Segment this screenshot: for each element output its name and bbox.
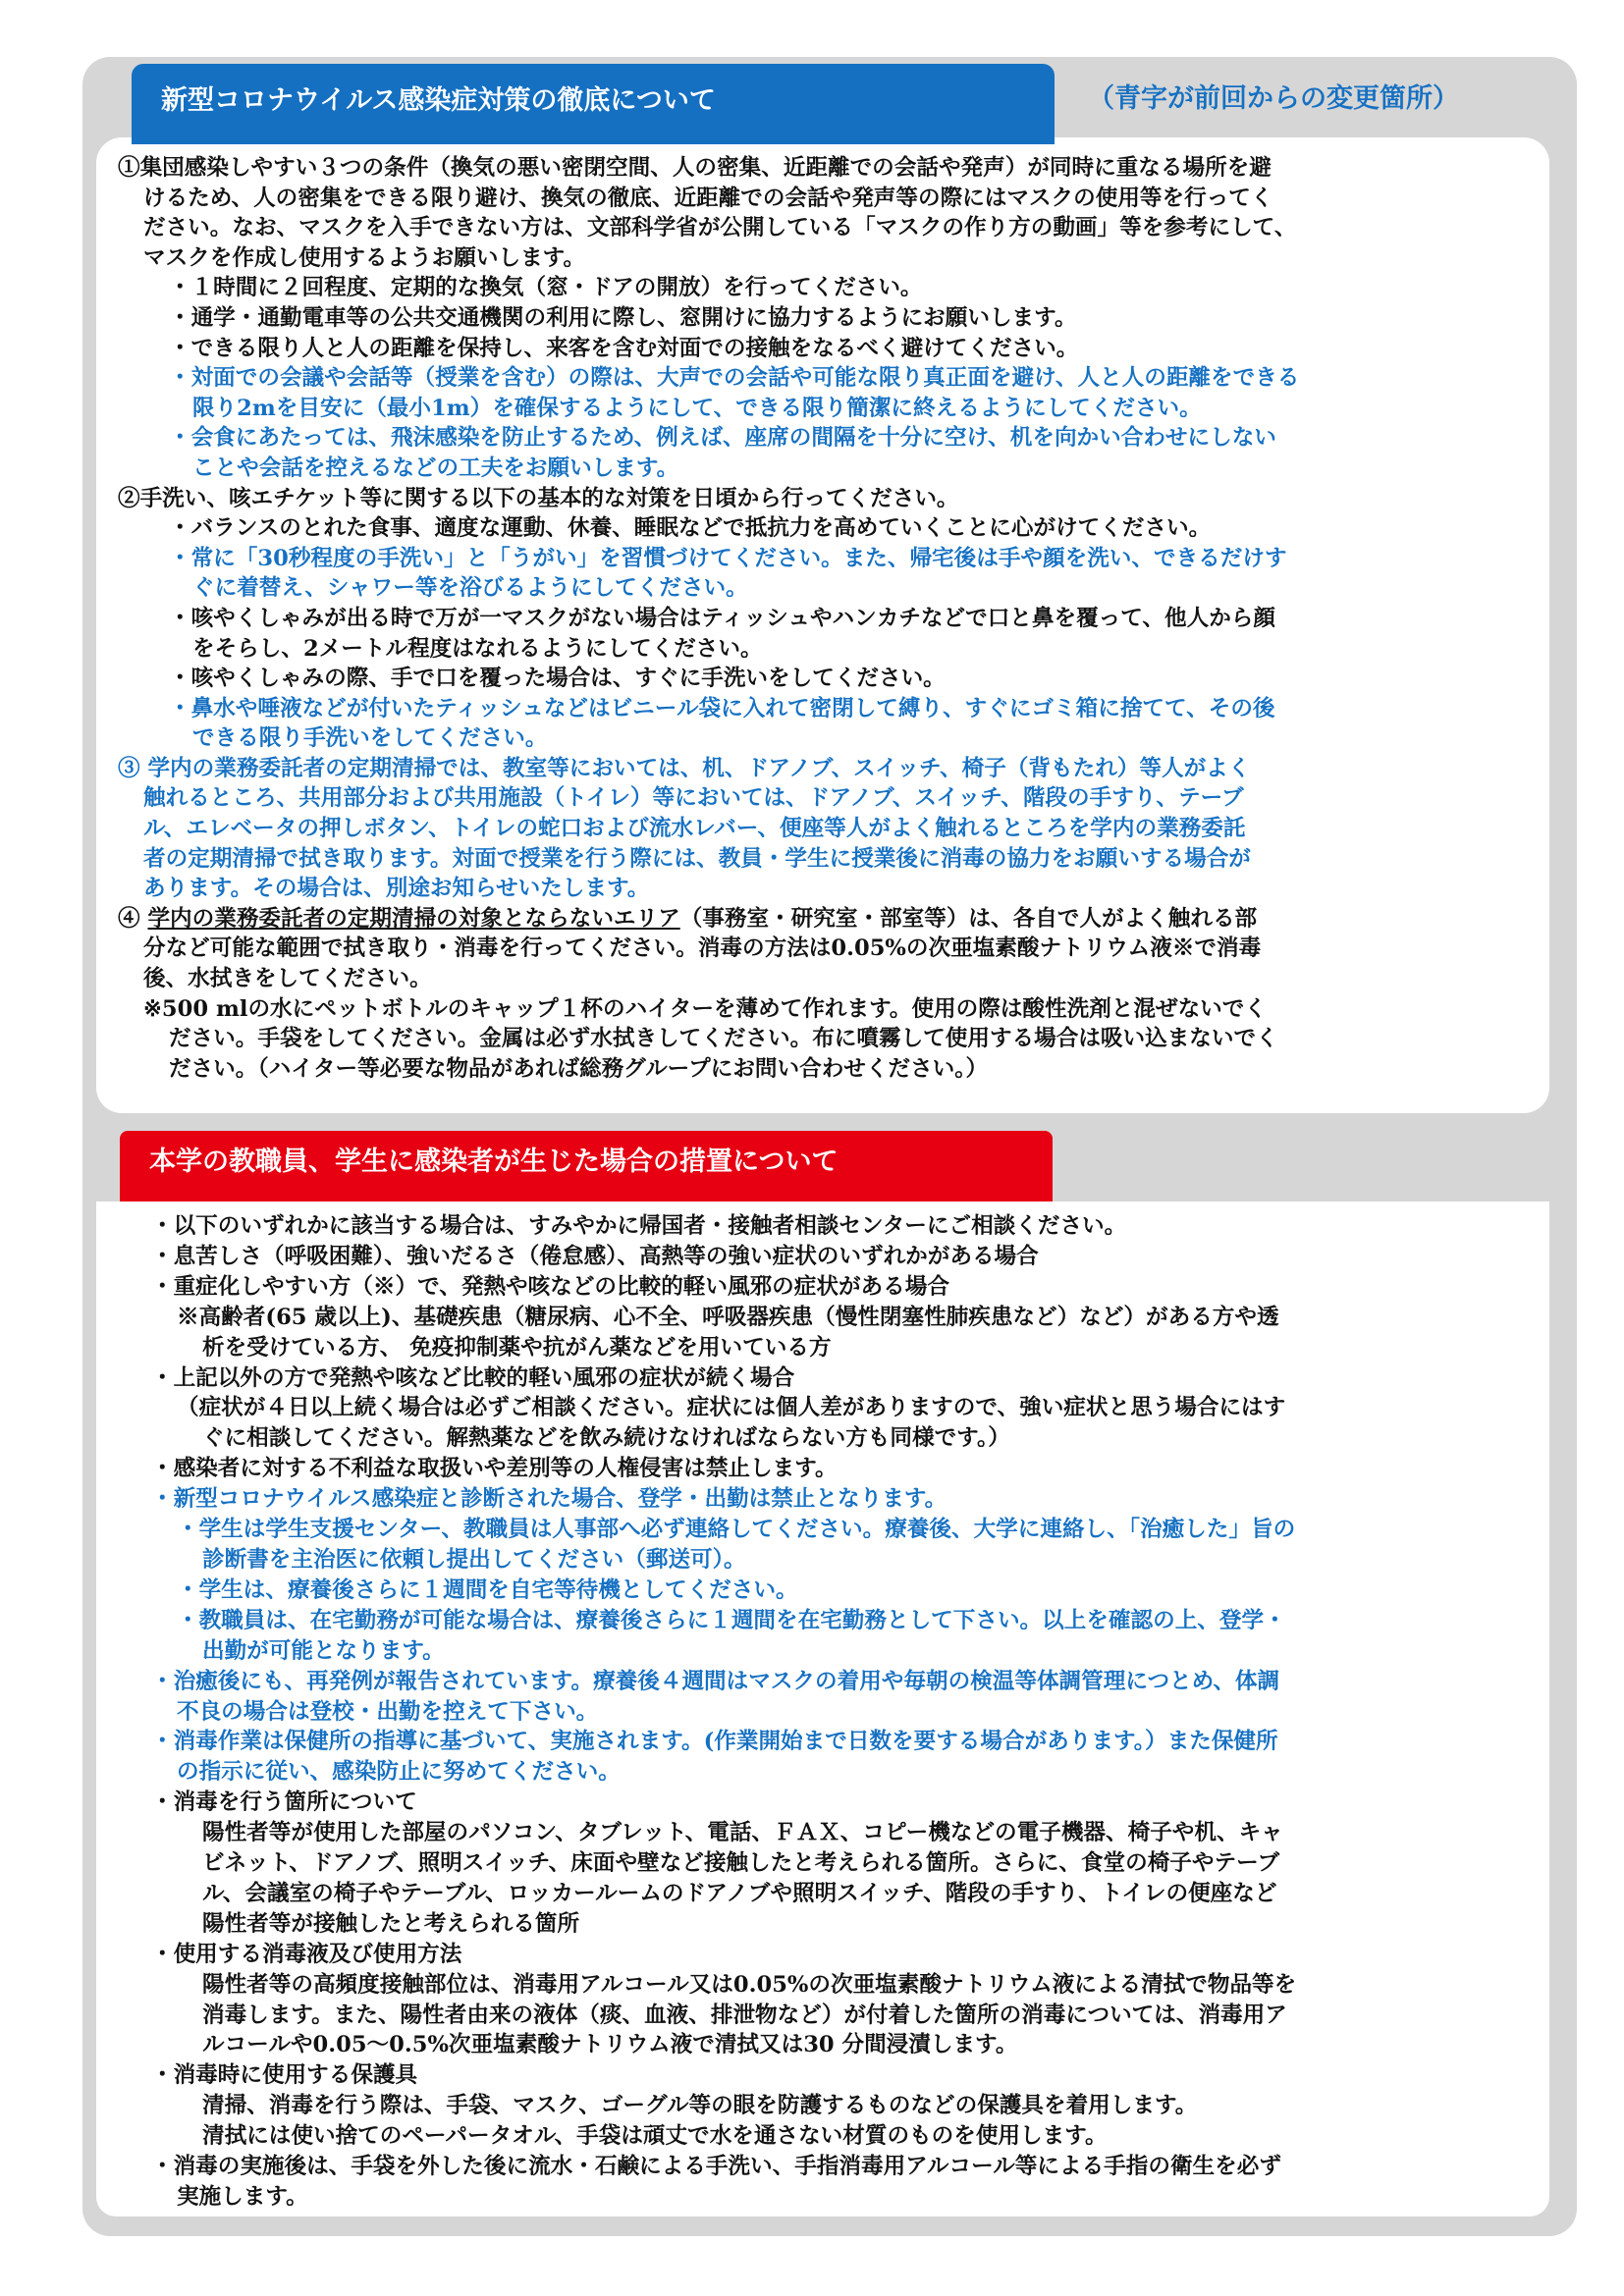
response-line: ・使用する消毒液及び使用方法: [151, 1941, 462, 1967]
measures-line: 後、水拭きをしてください。: [143, 966, 432, 992]
measures-line: ださい。（ハイター等必要な物品があれば総務グループにお問い合わせください。）: [169, 1055, 989, 1082]
measures-line: ・通学・通勤電車等の公共交通機関の利用に際し、窓開けに協力するようにお願いします。: [169, 304, 1077, 331]
measures-line: ・１時間に２回程度、定期的な換気（窓・ドアの開放）を行ってください。: [169, 275, 923, 301]
measures-line: をそらし、2メートル程度はなれるようにしてください。: [192, 635, 763, 662]
response-line: ぐに相談してください。解熱薬などを飲み続けなければならない方も同様です。）: [202, 1425, 1010, 1452]
measures-line: ぐに着替え、シャワー等を浴びるようにしてください。: [192, 575, 748, 602]
response-line: 陽性者等が接触したと考えられる箇所: [202, 1910, 580, 1937]
response-line: ルコールや0.05～0.5%次亜塩素酸ナトリウム液で清拭又は30 分間浸漬します。: [202, 2032, 1018, 2058]
measures-line: ①集団感染しやすい３つの条件（換気の悪い密閉空間、人の密集、近距離での会話や発声）が同時に重なる場所を避: [118, 155, 1272, 181]
measures-line: ④ 学内の業務委託者の定期清掃の対象とならないエリア（事務室・研究室・部室等）は、各自で人がよく触れる部: [118, 905, 1258, 932]
response-line: 清拭には使い捨てのペーパータオル、手袋は頑丈で水を通さない材質のものを使用します。: [202, 2123, 1108, 2150]
response-line: 消毒します。また、陽性者由来の液体（痰、血液、排泄物など）が付着した箇所の消毒については、消毒用ア: [202, 2002, 1287, 2028]
measures-line: ③ 学内の業務委託者の定期清掃では、教室等においては、机、ドアノブ、スイッチ、椅子（背もたれ）等人がよく: [118, 755, 1251, 781]
measures-line: ・バランスのとれた食事、適度な運動、休養、睡眠などで抵抗力を高めていくことに心がけてください。: [169, 515, 1212, 542]
covid-measures-card: [96, 137, 1549, 1113]
response-line: 不良の場合は登校・出勤を控えて下さい。: [177, 1698, 599, 1725]
response-line: ・感染者に対する不利益な取扱いや差別等の人権侵害は禁止します。: [151, 1456, 838, 1482]
response-line: ・消毒の実施後は、手袋を外した後に流水・石鹸による手洗い、手指消毒用アルコール等による手指の衛生を必ず: [151, 2154, 1281, 2180]
measures-line: ②手洗い、咳エチケット等に関する以下の基本的な対策を日頃から行ってください。: [118, 485, 959, 511]
measures-line: ことや会話を控えるなどの工夫をお願いします。: [192, 454, 679, 481]
response-line: 診断書を主治医に依頼し提出してください（郵送可）。: [202, 1546, 746, 1573]
response-line: 出勤が可能となります。: [202, 1637, 445, 1664]
measures-line: ・対面での会議や会話等（授業を含む）の際は、大声での会話や可能な限り真正面を避け、人と人の距離をできる: [169, 365, 1300, 392]
response-line: の指示に従い、感染防止に努めてください。: [177, 1759, 621, 1786]
response-line: 清掃、消毒を行う際は、手袋、マスク、ゴーグル等の眼を防護するものなどの保護具を着用します。: [202, 2093, 1198, 2119]
measures-line: あります。その場合は、別途お知らせいたします。: [143, 876, 650, 902]
measures-line: ・咳やくしゃみが出る時で万が一マスクがない場合はティッシュやハンカチなどで口と鼻を覆って、他人から顔: [169, 605, 1275, 631]
measures-line: ・咳やくしゃみの際、手で口を覆った場合は、すぐに手洗いをしてください。: [169, 666, 946, 692]
response-line: ・新型コロナウイルス感染症と診断された場合、登学・出勤は禁止となります。: [151, 1486, 947, 1513]
measures-line: できる限り手洗いをしてください。: [192, 725, 548, 752]
response-line: 陽性者等の高頻度接触部位は、消毒用アルコール又は0.05%の次亜塩素酸ナトリウム液による清拭で物品等を: [202, 1971, 1297, 1998]
response-line: ・消毒作業は保健所の指導に基づいて、実施されます。(作業開始まで日数を要する場合があります。）また保健所: [151, 1729, 1278, 1755]
response-line: ・消毒を行う箇所について: [151, 1789, 417, 1816]
response-line: 実施します。: [177, 2184, 308, 2210]
response-line: ※高齢者(65 歳以上)、基礎疾患（糖尿病、心不全、呼吸器疾患（慢性閉塞性肺疾患など）など）がある方や透: [177, 1304, 1279, 1330]
measures-line: 限り2mを目安に（最小1m）を確保するようにして、できる限り簡潔に終えるようにしてください。: [192, 395, 1202, 421]
response-line: ・治癒後にも、再発例が報告されています。療養後４週間はマスクの着用や毎朝の検温等体調管理につとめ、体調: [151, 1668, 1280, 1694]
measures-line: マスクを作成し使用するようお願いします。: [143, 244, 586, 271]
measures-line: ・できる限り人と人の距離を保持し、来客を含む対面での接触をなるべく避けてください。: [169, 335, 1079, 361]
response-line: 析を受けている方、 免疫抑制薬や抗がん薬などを用いている方: [202, 1334, 832, 1361]
measures-line: 触れるところ、共用部分および共用施設（トイレ）等においては、ドアノブ、スイッチ、階段の手すり、テーブ: [143, 785, 1244, 812]
measures-line: ださい。手袋をしてください。金属は必ず水拭きしてください。布に噴霧して使用する場合は吸い込まないでく: [169, 1026, 1278, 1052]
response-line: ・上記以外の方で発熱や咳など比較的軽い風邪の症状が続く場合: [151, 1364, 795, 1391]
response-line: ・以下のいずれかに該当する場合は、すみやかに帰国者・接触者相談センターにご相談ください。: [151, 1213, 1127, 1239]
measures-line: 者の定期清掃で拭き取ります。対面で授業を行う際には、教員・学生に授業後に消毒の協力をお願いする場合が: [143, 845, 1251, 872]
response-line: ・教職員は、在宅勤務が可能な場合は、療養後さらに１週間を在宅勤務として下さい。以上を確認の上、登学・: [177, 1607, 1286, 1633]
measures-line: ださい。なお、マスクを入手できない方は、文部科学省が公開している「マスクの作り方の動画」等を参考にして、: [143, 215, 1297, 241]
response-line: ・息苦しさ（呼吸困難）、強いだるさ（倦怠感）、高熱等の強い症状のいずれかがある場合: [151, 1243, 1039, 1269]
measures-line: ※500 mlの水にペットボトルのキャップ１杯のハイターを薄めて作れます。使用の際は酸性洗剤と混ぜないでく: [143, 995, 1267, 1022]
change-note: （青字が前回からの変更箇所）: [1088, 83, 1459, 114]
response-line: ル、会議室の椅子やテーブル、ロッカールームのドアノブや照明スイッチ、階段の手すり、トイレの便座など: [202, 1880, 1277, 1906]
covid-measures-header: 新型コロナウイルス感染症対策の徹底について: [132, 64, 1055, 144]
response-line: 陽性者等が使用した部屋のパソコン、タブレット、電話、ＦＡＸ、コピー機などの電子機器、椅子や机、キャ: [202, 1820, 1283, 1846]
response-line: ・学生は、療養後さらに１週間を自宅等待機としてください。: [177, 1576, 798, 1603]
measures-line: けるため、人の密集をできる限り避け、換気の徹底、近距離での会話や発声等の際にはマスクの使用等を行ってく: [143, 185, 1273, 211]
response-line: （症状が４日以上続く場合は必ずご相談ください。症状には個人差がありますので、強い症状と思う場合にはす: [177, 1395, 1286, 1421]
measures-line: ・会食にあたっては、飛沫感染を防止するため、例えば、座席の間隔を十分に空け、机を向かい合わせにしない: [169, 425, 1276, 452]
measures-line: ・鼻水や唾液などが付いたティッシュなどはビニール袋に入れて密閉して縛り、すぐにゴミ箱に捨てて、その後: [169, 695, 1275, 721]
measures-line: ル、エレベータの押しボタン、トイレの蛇口および流水レバー、便座等人がよく触れるところを学内の業務委託: [143, 816, 1246, 842]
response-line: ・重症化しやすい方（※）で、発熱や咳などの比較的軽い風邪の症状がある場合: [151, 1273, 949, 1300]
response-line: ・学生は学生支援センター、教職員は人事部へ必ず連絡してください。療養後、大学に連絡し、「治癒した」旨の: [177, 1517, 1296, 1543]
underlined-phrase: 学内の業務委託者の定期清掃の対象とならないエリア: [147, 905, 680, 932]
response-line: ・消毒時に使用する保護具: [151, 2062, 418, 2089]
measures-line: 分など可能な範囲で拭き取り・消毒を行ってください。消毒の方法は0.05%の次亜塩素酸ナトリウム液※で消毒: [143, 935, 1262, 962]
measures-line: ・常に「30秒程度の手洗い」と「うがい」を習慣づけてください。また、帰宅後は手や顔を洗い、できるだけす: [169, 545, 1287, 571]
infection-response-header: 本学の教職員、学生に感染者が生じた場合の措置について: [120, 1131, 1053, 1201]
infection-response-card: [96, 1201, 1549, 2216]
response-line: ビネット、ドアノブ、照明スイッチ、床面や壁など接触したと考えられる箇所。さらに、食堂の椅子やテーブ: [202, 1850, 1280, 1877]
